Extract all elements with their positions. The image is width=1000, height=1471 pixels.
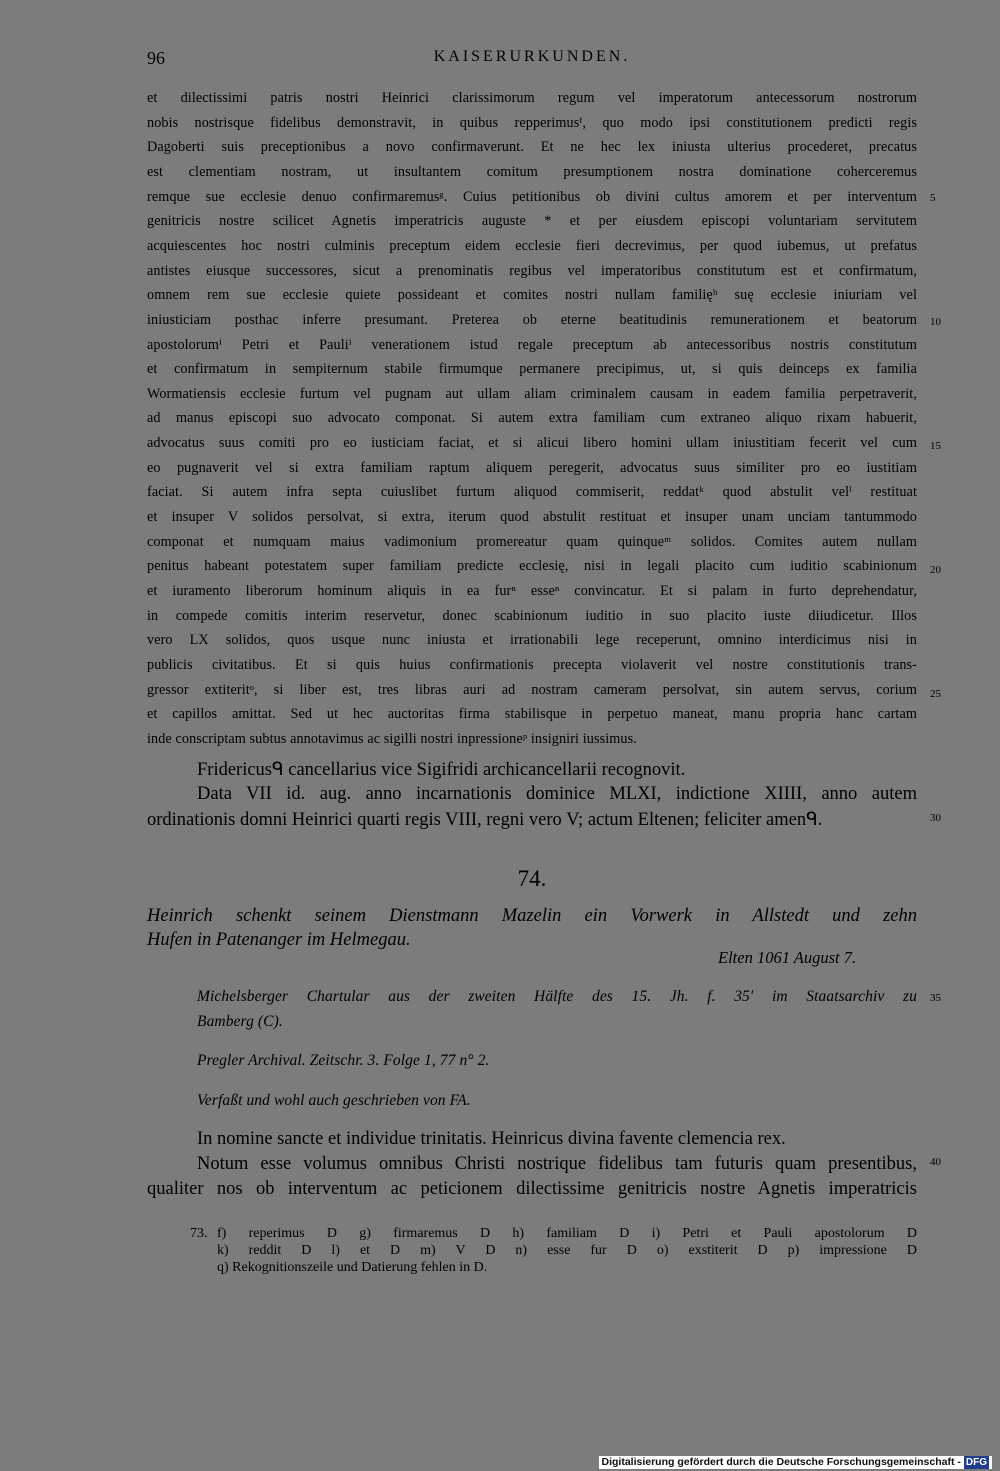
text-line: genitricis nostre scilicet Agnetis imperatricis auguste * et per eiusdem episcopi voluntariam servitutem [147,213,917,230]
text-line: publicis civitatibus. Et si quis huius confirmationis precepta violaverit vel nostre constitutionis trans- [147,656,917,673]
text-line: et iuramento liberorum hominum aliquis in ea furⁿ esseⁿ convincatur. Et si palam in furto deprehendatur, [147,583,917,599]
text-line: vero LX solidos, quos usque nunc iniusta et irrationabili lege receperunt, omnino interdicimus nisi in [147,632,917,649]
margin-line-number: 10 [930,316,941,328]
text-line: gressor extiteritᵒ, si liber est, tres libras auri ad nostram cameram persolvat, sin autem servus, corium [147,681,917,698]
document-number: 74. [517,866,547,891]
margin-line-number: 15 [930,440,941,452]
text-line: Notum esse volumus omnibus Christi nostrique fidelibus tam futuris quam presentibus, [197,1154,917,1174]
date-place: Elten 1061 August 7. [718,948,857,967]
text-line: apostolorumⁱ Petri et Pauliⁱ venerationem istud regale preceptum ab antecessoribus nostris constitutum [147,336,917,353]
text-line: remque sue ecclesie denuo confirmaremusᵍ. Cuius petitionibus ob divini cultus amorem et per interventum [147,188,917,205]
footnote-label: 73. [190,1226,208,1241]
text-line: et capillos amittat. Sed ut hec auctoritas firma stabilisque in perpetuo maneat, manu propria hanc cartam [147,706,917,723]
margin-line-number: 30 [930,812,941,824]
text-line: est clementiam nostram, ut insultantem comitum presumptionem nostra dominatione coherceremus [147,163,917,180]
running-header [147,48,917,74]
margin-line-number: 20 [930,564,941,576]
margin-line-number: 5 [930,192,936,204]
margin-line-number: 35 [930,992,941,1004]
dating-line: ordinationis domni Heinrici quarti regis VIII, regni vero V; actum Eltenen; feliciter amenᑫ. [147,810,823,830]
text-line: nobis nostrisque fidelibus demonstravit, in quibus repperimusᶠ, quo modo ipsi constitutionem predicti regis [147,114,917,131]
regest-line: Hufen in Patenanger im Helmegau. [147,930,411,950]
footnote-line: k) reddit D l) et D m) V D n) esse fur D o) exstiterit D p) impressione D [217,1243,917,1258]
text-line: penitus habeant potestatem super familiam predicte ecclesię, nisi in legali placito cum iuditio scabinionum [147,558,917,575]
text-line: acquiescentes hoc nostri culminis preceptum eidem ecclesie fieri decrevimus, per quod iubemus, ut prefatus [147,237,917,254]
text-line: ad manus episcopi suo advocato componat. Si autem extra familiam cum extraneo aliquo rixam habuerit, [147,410,917,427]
text-line: advocatus suus comiti pro eo iusticiam faciat, et si alicui libero homini ullam iniustitiam fecerit vel cum [147,435,917,452]
dating-line: Data VII id. aug. anno incarnationis dominice MLXI, indictione XIIII, anno autem [197,784,917,804]
source-line: Verfaßt und wohl auch geschrieben von FA. [197,1092,471,1109]
text-line: Dagoberti suis preceptionibus a novo confirmaverunt. Et ne hec lex iniusta ulterius procederet, precatus [147,139,917,156]
text-line: et dilectissimi patris nostri Heinrici clarissimorum regum vel imperatorum antecessorum nostrorum [147,90,917,106]
text-line: in compede comitis interim reservetur, donec scabinionum iuditio in suo placito iuste diiudicetur. Illos [147,607,917,624]
recognition-line: Fridericusᑫ cancellarius vice Sigifridi archicancellarii recognovit. [197,760,686,780]
text-line: Wormatiensis ecclesie furtum vel pugnam aut ullam aliam criminalem causam in eadem familia perpetraverit, [147,385,917,402]
text-line: et confirmatum in sempiternum stabile firmumque permanere precipimus, ut, si quis deinceps ex familia [147,361,917,378]
text-line: iniusticiam posthac inferre presumant. Preterea ob eterne beatitudinis remunerationem et beatorum [147,311,917,328]
dfg-logo: DFG [965,1457,987,1468]
text-line: eo pugnaverit vel si extra familiam raptum aliquem peregerit, advocatus suus similiter pro eo iustitiam [147,459,917,476]
footnote-line: q) Rekognitionszeile und Datierung fehlen in D. [217,1260,488,1275]
text-line: faciat. Si autem infra septa cuiuslibet furtum aliquod commiserit, reddatᵏ quod abstulit velˡ restituat [147,484,917,501]
running-title: KAISERURKUNDEN. [433,48,631,65]
text-line: qualiter nos ob interventum ac peticionem dilectissime genitricis nostre Agnetis imperatricis [147,1179,917,1199]
regest-line: Heinrich schenkt seinem Dienstmann Mazelin ein Vorwerk in Allstedt und zehn [147,906,917,926]
margin-line-number: 25 [930,688,941,700]
dfg-footer [599,1456,993,1469]
footnote-line: f) reperimus D g) firmaremus D h) familiam D i) Petri et Pauli apostolorum D [217,1226,917,1241]
text-line: omnem rem sue ecclesie quiete possideant et comites nostri nullam familięʰ suę ecclesie iniuriam vel [147,287,917,304]
text-line: inde conscriptam subtus annotavimus ac sigilli nostri inpressioneᵖ insigniri iussimus. [147,730,637,747]
text-line: In nomine sancte et individue trinitatis. Heinricus divina favente clemencia rex. [197,1129,786,1149]
source-line: Bamberg (C). [197,1013,283,1030]
source-line: Michelsberger Chartular aus der zweiten Hälfte des 15. Jh. f. 35′ im Staatsarchiv zu [197,988,917,1005]
text-line: antistes eiusque successores, sicut a prenominatis regibus vel imperatoribus constitutum est et confirmatum, [147,262,917,279]
footer-text: Digitalisierung gefördert durch die Deutsche Forschungsgemeinschaft - [601,1456,961,1468]
text-line: componat et numquam maius vadimonium promereatur quam quinqueᵐ solidos. Comites autem nullam [147,533,917,550]
source-line: Pregler Archival. Zeitschr. 3. Folge 1, 77 n° 2. [197,1052,490,1069]
margin-line-number: 40 [930,1156,941,1168]
text-line: et insuper V solidos persolvat, si extra, iterum quod abstulit restituat et insuper unam unciam tantummodo [147,509,917,526]
page-number: 96 [147,48,165,68]
